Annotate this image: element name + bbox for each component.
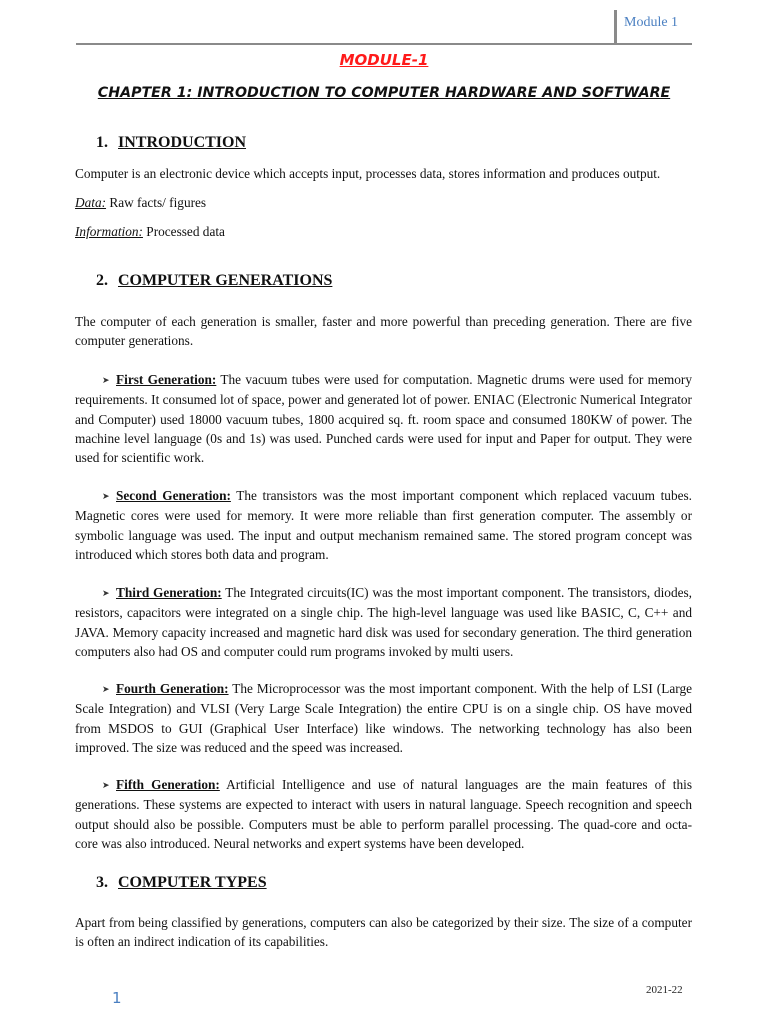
generation-title: First Generation: <box>116 372 217 387</box>
chapter-title <box>0 85 768 101</box>
generation-text: Artificial Intelligence and use of natural languages are the main features of this generations. These systems are expected to interact with users in natural language. Speech recognition and speech output should also be possible. Computers must be able to perform parallel processing. The quad-core and octa-core was also introduced. Neural networks and expert systems have been developed. <box>75 777 692 851</box>
generation-title: Fourth Generation: <box>116 681 229 696</box>
information-label: Information: <box>75 224 143 239</box>
bullet-arrow-icon: ➤ <box>102 684 110 694</box>
information-text: Processed data <box>142 224 225 239</box>
bullet-arrow-icon: ➤ <box>102 491 110 501</box>
generation-text: The transistors was the most important component which replaced vacuum tubes. Magnetic cores were used for memory. It were more reliable than first generation computer. The assembly or symbolic language was used. The input and output mechanism remained same. The stored program concept was introduced which stores both data and program. <box>75 488 692 562</box>
bullet-arrow-icon: ➤ <box>102 375 110 385</box>
generation-title: Fifth Generation: <box>116 777 220 792</box>
data-label: Data: <box>75 195 107 210</box>
computer-types-paragraph: Apart from being classified by generations, computers can also be categorized by their size. The size of a computer is often an indirect indication of its capabilities. <box>75 915 692 950</box>
section-title: COMPUTER GENERATIONS <box>118 272 333 289</box>
generation-item <box>75 583 692 661</box>
generation-text: The vacuum tubes were used for computation. Magnetic drums were used for memory requirements. It consumed lot of space, power and generated lot of power. ENIAC (Electronic Numerical Integrator and Computer) used 18000 vacuum tubes, 1800 acquired sq. ft. room space and consumed 180KW of power. The machine level language (0s and 1s) was used. Punched cards were used for input and Paper for output. They were used for scientific work. <box>75 372 692 466</box>
information-definition <box>75 222 692 241</box>
section-title: COMPUTER TYPES <box>118 874 267 891</box>
bullet-arrow-icon: ➤ <box>102 588 110 598</box>
data-text: Raw facts/ figures <box>106 195 207 210</box>
chapter-colon: : <box>186 85 193 101</box>
generation-text: The Microprocessor was the most important component. With the help of LSI (Large Scale Integration) and VLSI (Very Large Scale Integration) the entire CPU is on a single chip. OS have moved from MSDOS to GUI (Graphical User Interface) like windows. The networking technology has also been improved. The size was reduced and the speed was increased. <box>75 681 692 755</box>
generation-item <box>75 679 692 757</box>
section-number: 2. <box>96 272 108 289</box>
chapter-prefix: CHAPTER 1 <box>97 85 187 101</box>
section-title: INTRODUCTION <box>118 134 247 151</box>
header-divider-tick <box>614 10 617 44</box>
generation-title: Third Generation: <box>116 585 222 600</box>
bullet-arrow-icon: ➤ <box>102 780 110 790</box>
section-number: 1. <box>96 134 108 151</box>
footer-year: 2021-22 <box>646 984 683 996</box>
generations-intro: The computer of each generation is smaller, faster and more powerful than preceding generation. There are five computer generations. <box>75 314 692 349</box>
page-number: 1 <box>112 989 122 1007</box>
section-heading-generations <box>96 272 332 290</box>
module-title: MODULE-1 <box>339 51 429 69</box>
generation-title: Second Generation: <box>116 488 231 503</box>
generation-text: The Integrated circuits(IC) was the most important component. The transistors, diodes, resistors, capacitors were integrated on a single chip. The high-level language was used like BASIC, C, C++ and JAVA. Memory capacity increased and magnetic hard disk was used for secondary generation. The third generation computers also had OS and computer could rum programs invoked by multi users. <box>75 585 692 659</box>
generation-item <box>75 370 692 467</box>
generation-item <box>75 486 692 564</box>
section-number: 3. <box>96 874 108 891</box>
data-definition <box>75 193 692 212</box>
header-rule <box>76 43 692 45</box>
chapter-name: INTRODUCTION TO COMPUTER HARDWARE AND SOFTWARE <box>197 85 671 101</box>
generation-item <box>75 775 692 853</box>
section-heading-introduction <box>96 134 246 152</box>
section-heading-computer-types <box>96 874 267 892</box>
header-module-label: Module 1 <box>624 15 679 30</box>
intro-paragraph: Computer is an electronic device which accepts input, processes data, stores information and produces output. <box>75 166 661 181</box>
